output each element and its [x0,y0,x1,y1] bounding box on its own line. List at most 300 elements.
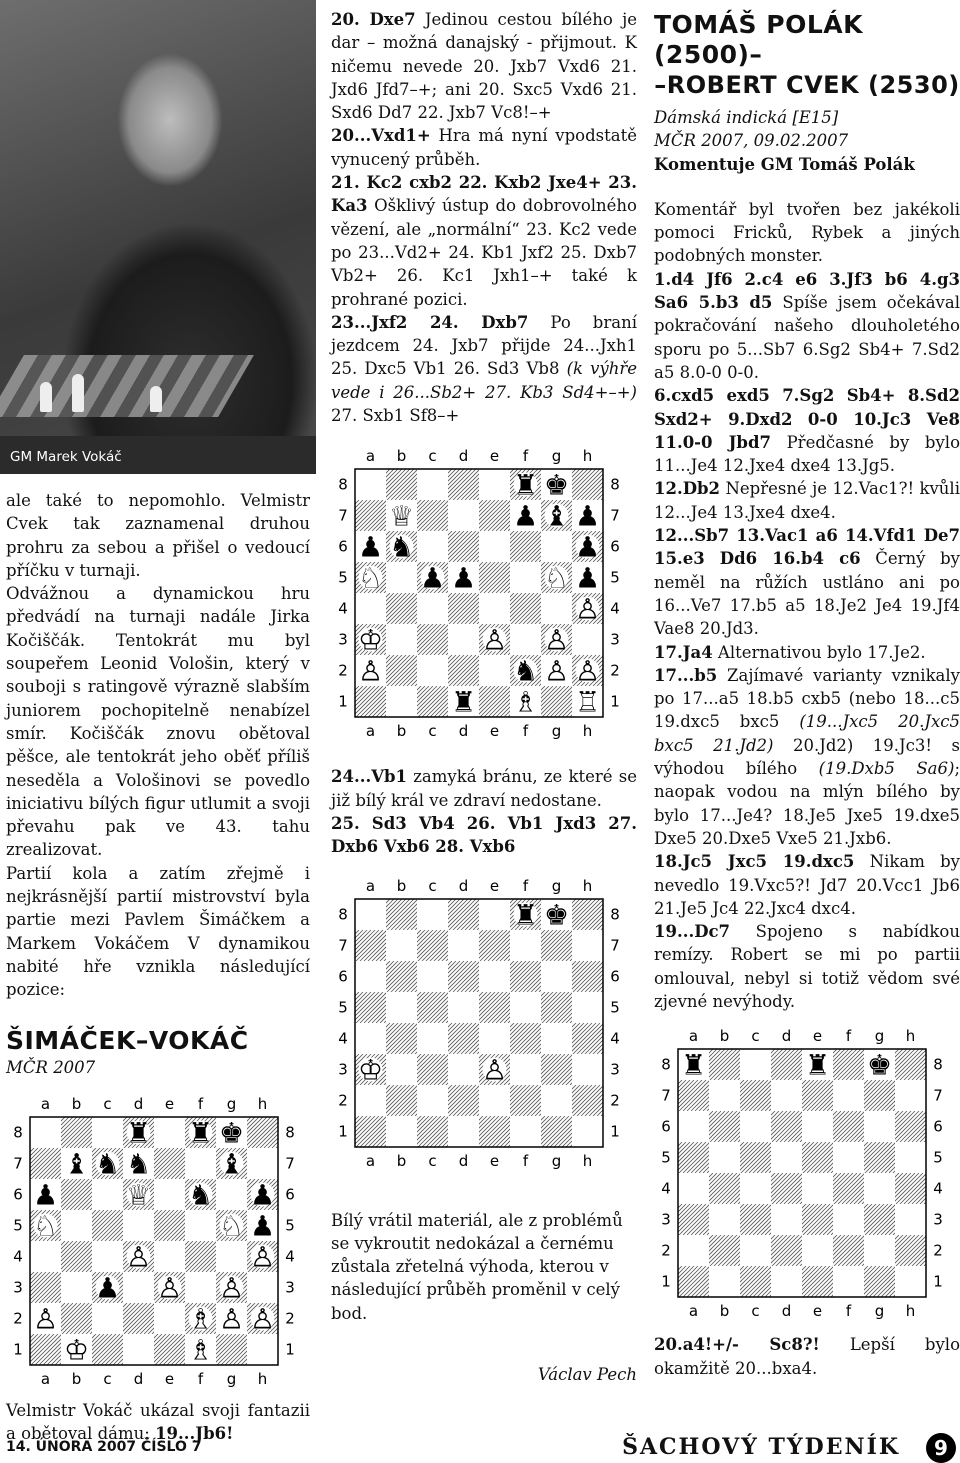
chess-piece: ♚ [866,1048,893,1082]
rank-label: 5 [933,1148,943,1167]
chess-piece: ♙ [481,1053,508,1087]
light-square [709,1204,740,1235]
file-label: c [751,1302,760,1321]
chess-piece: ♔ [357,623,384,657]
chess-piece: ♜ [512,898,539,932]
file-label: h [582,722,593,741]
file-label: e [164,1369,175,1388]
light-square [448,992,479,1023]
chess-piece: ♙ [32,1302,59,1336]
chess-piece: ♝ [218,1147,245,1181]
chess-piece: ♕ [125,1178,152,1212]
paragraph: Bílý vrátil materiál, ale z problémů se vykroutit nedokázal a černému zůstala zřetelná výhoda, kterou v následující průběh proměnil v celý bod. [331,1210,623,1323]
chess-piece: ♜ [125,1116,152,1150]
file-label: a [365,876,376,895]
rank-label: 8 [610,905,620,924]
rank-label: 5 [610,568,620,587]
paragraph: 1.d4 Jf6 2.c4 e6 3.Jf3 b6 4.g3 Sa6 5.b3 d5 Spíše jsem očekával pokračování našeho dlouholetého sporu po 5...Sb7 6.Sg2 Sb4+ 7.Sd2 a5 8.0-0 0-0. [654,269,960,382]
rank-label: 4 [661,1179,671,1198]
paragraph: 24...Vb1 zamyká bránu, ze které se již bílý král ve zdraví nedostane. [331,767,637,810]
light-square [448,500,479,531]
chess-diagram-1 [6,1093,306,1393]
light-square [541,961,572,992]
file-label: g [226,1094,237,1113]
file-label: e [489,876,500,895]
light-square [355,469,386,500]
light-square [386,930,417,961]
chess-piece: ♘ [32,1209,59,1243]
rank-label: 2 [338,661,348,680]
photo-caption: GM Marek Vokáč [0,436,316,474]
chess-piece: ♗ [187,1302,214,1336]
light-square [30,1241,61,1272]
light-square [417,1085,448,1116]
file-label: f [845,1027,852,1046]
rank-label: 5 [661,1148,671,1167]
rank-label: 7 [610,506,620,525]
file-label: c [428,1151,437,1170]
light-square [386,562,417,593]
light-square [355,1085,386,1116]
rank-label: 2 [661,1241,671,1260]
light-square [185,1210,216,1241]
chess-piece: ♟ [574,530,601,564]
rank-label: 2 [610,661,620,680]
light-square [185,1148,216,1179]
page-number: 9 [926,1433,956,1463]
file-label: h [582,876,593,895]
chess-piece: ♙ [543,623,570,657]
game-title: ŠIMÁČEK–VOKÁČ [6,1025,249,1055]
chess-piece: ♟ [249,1209,276,1243]
light-square [386,1116,417,1147]
light-square [541,531,572,562]
file-label: e [489,447,500,466]
column-2 [331,0,637,1386]
paragraph: 20...Vxd1+ Hra má nyní vpodstatě vynucený průběh. [331,126,637,169]
file-label: f [522,1151,529,1170]
file-label: a [365,1151,376,1170]
file-label: g [551,1151,562,1170]
paragraph: 12.Db2 Nepřesné je 12.Vac1?! kvůli 12...Je4 13.Jxe4 dxe4. [654,479,960,522]
chessboard-in-photo [0,355,254,417]
light-square [572,930,603,961]
file-label: d [133,1094,144,1113]
light-square [123,1334,154,1365]
paragraph: Velmistr Vokáč ukázal svoji fantazii a obětoval dámu: 19...Jb6! [6,1400,310,1444]
light-square [185,1272,216,1303]
light-square [709,1080,740,1111]
light-square [386,624,417,655]
rank-label: 4 [610,599,620,618]
rank-label: 3 [610,1060,620,1079]
paragraph: 17.Ja4 Alternativou bylo 17.Je2. [654,642,926,662]
file-label: d [458,722,469,741]
file-label: h [905,1302,916,1321]
light-square [678,1235,709,1266]
light-square [709,1142,740,1173]
light-square [479,531,510,562]
file-label: b [396,722,407,741]
light-square [154,1179,185,1210]
light-square [740,1173,771,1204]
file-label: d [458,876,469,895]
file-label: a [365,447,376,466]
file-label: c [428,722,437,741]
light-square [479,469,510,500]
file-label: g [874,1027,885,1046]
light-square [802,1111,833,1142]
light-square [572,1054,603,1085]
light-square [386,686,417,717]
file-label: d [458,447,469,466]
file-label: a [40,1094,51,1113]
chess-piece: ♞ [187,1178,214,1212]
light-square [864,1235,895,1266]
file-label: d [458,1151,469,1170]
player-photo [0,0,316,474]
light-square [541,1085,572,1116]
paragraph: 21. Kc2 cxb2 22. Kxb2 Jxe4+ 23. Ka3 Ošklivý ústup do dobrovolného vězení, ale „normální“ 23. Kc2 vede po 23...Vd2+ 24. Kb1 Jxf2 25. Dxb7 Vb2+ 26. Kc1 Jxh1–+ také k prohrané pozici. [331,173,637,309]
chess-piece: ♙ [156,1271,183,1305]
rank-label: 1 [610,692,620,711]
light-square [771,1204,802,1235]
file-label: h [257,1369,268,1388]
rank-label: 1 [285,1340,295,1359]
rank-label: 6 [610,967,620,986]
rank-label: 6 [338,967,348,986]
chess-piece: ♙ [249,1240,276,1274]
light-square [154,1241,185,1272]
light-square [771,1080,802,1111]
rank-label: 5 [338,998,348,1017]
chess-piece: ♙ [481,623,508,657]
chess-piece: ♜ [680,1048,707,1082]
file-label: c [428,447,437,466]
chess-piece: ♗ [512,685,539,719]
chess-piece: ♖ [574,685,601,719]
rank-label: 6 [285,1185,295,1204]
file-label: b [71,1094,82,1113]
light-square [448,930,479,961]
rank-label: 1 [933,1272,943,1291]
rank-label: 4 [933,1179,943,1198]
game-title-line-2: –ROBERT CVEK (2530) [654,71,960,99]
file-label: e [812,1027,823,1046]
rank-label: 4 [610,1029,620,1048]
rank-label: 7 [338,936,348,955]
file-label: d [133,1369,144,1388]
chess-diagram-2 [331,445,631,745]
chess-piece: ♘ [357,561,384,595]
chess-piece: ♙ [543,654,570,688]
light-square [895,1204,926,1235]
file-label: h [582,1151,593,1170]
file-label: b [71,1369,82,1388]
light-square [802,1235,833,1266]
light-square [740,1049,771,1080]
file-label: h [257,1094,268,1113]
rank-label: 8 [933,1055,943,1074]
chess-piece: ♟ [94,1271,121,1305]
light-square [61,1210,92,1241]
light-square [479,655,510,686]
file-label: f [522,447,529,466]
paragraph: 18.Jc5 Jxc5 19.dxc5 Nikam by nevedlo 19.Vxc5?! Jd7 20.Vcc1 Jb6 21.Je5 Jc4 22.Jxc4 dxc4. [654,852,960,918]
chess-diagram-3 [331,875,631,1175]
light-square [479,899,510,930]
light-square [771,1142,802,1173]
light-square [123,1272,154,1303]
rank-label: 4 [338,599,348,618]
light-square [833,1204,864,1235]
file-label: f [522,876,529,895]
paragraph: 23...Jxf2 24. Dxb7 Po braní jezdcem 24. Jxb7 přijde 24...Jxh1 25. Dxc5 Vb1 26. Sd3 Vb8 (k výhře vede i 26...Sb2+ 27. Kb3 Sd4+–+) 27. Sxb1 Sf8–+ [331,312,637,426]
rank-label: 2 [285,1309,295,1328]
file-label: d [781,1302,792,1321]
file-label: e [489,1151,500,1170]
rank-label: 8 [661,1055,671,1074]
light-square [216,1241,247,1272]
rank-label: 7 [610,936,620,955]
paragraph: 20.a4!+/- Sc8?! Lepší bylo okamžitě 20...bxa4. [654,1335,960,1378]
rank-label: 3 [933,1210,943,1229]
paragraph: Komentář byl tvořen bez jakékoli pomoci Fricků, Rybek a jiných podobných monster. [654,199,960,266]
file-label: b [396,876,407,895]
file-label: h [905,1027,916,1046]
light-square [678,1111,709,1142]
chess-piece: ♘ [543,561,570,595]
file-label: c [103,1369,112,1388]
chess-piece: ♗ [187,1333,214,1367]
game-title-line-1: TOMÁŠ POLÁK (2500)– [654,10,863,69]
chess-piece: ♞ [512,654,539,688]
light-square [510,624,541,655]
light-square [30,1117,61,1148]
chess-diagram-4 [654,1025,954,1325]
chess-piece: ♙ [357,654,384,688]
file-label: a [688,1302,699,1321]
chess-piece: ♔ [63,1333,90,1367]
light-square [92,1179,123,1210]
rank-label: 6 [338,537,348,556]
rank-label: 7 [338,506,348,525]
rank-label: 5 [13,1216,23,1235]
rank-label: 2 [610,1091,620,1110]
paragraph: Odvážnou a dynamickou hru předvádí na turnaji nadále Jirka Kočiščák. Tentokrát mu byl soupeřem Leonid Vološin, který v souboji s ratingově výrazně slabším juniorem pochopitelně nenabízel smír. Kočiščák znovu obětoval pěšce, ale tentokrát jeho oběť příliš neseděla a Vološinovi se povedlo iniciativu bílých figur utlumit a svoji převahu pak ve 43. tahu zrealizovat. [6,584,310,860]
light-square [510,1054,541,1085]
rank-label: 3 [661,1210,671,1229]
file-label: c [751,1027,760,1046]
rank-label: 4 [13,1247,23,1266]
rank-label: 3 [610,630,620,649]
chess-piece: ♞ [125,1147,152,1181]
light-square [417,531,448,562]
opening: Dámská indická [E15] [654,108,839,127]
chess-piece: ♞ [388,530,415,564]
light-square [740,1235,771,1266]
chess-piece: ♜ [512,468,539,502]
author: Václav Pech [537,1365,637,1385]
chess-piece: ♙ [218,1271,245,1305]
light-square [417,961,448,992]
rank-label: 2 [933,1241,943,1260]
light-square [833,1142,864,1173]
rank-label: 2 [338,1091,348,1110]
chess-piece: ♙ [574,592,601,626]
light-square [479,593,510,624]
file-label: c [428,876,437,895]
rank-label: 6 [661,1117,671,1136]
light-square [355,899,386,930]
footer-date: 14. ÚNORA 2007 ČÍSLO 7 [6,1439,202,1455]
rank-label: 5 [285,1216,295,1235]
page-footer [0,1436,960,1463]
chess-piece: ♝ [63,1147,90,1181]
rank-label: 1 [13,1340,23,1359]
commentator: Komentuje GM Tomáš Polák [654,154,915,174]
light-square [479,961,510,992]
chess-piece: ♟ [357,530,384,564]
chess-piece: ♜ [187,1116,214,1150]
rank-label: 6 [933,1117,943,1136]
paragraph: 17...b5 Zajímavé varianty vznikaly po 17...a5 18.b5 cxb5 (nebo 18...c5 19.dxc5 bxc5 (19...Jxc5 20.Jxc5 bxc5 21.Jd2) 20.Jd2) 19.Jc3! s výhodou bílého (19.Dxb5 Sa6); naopak vodou na mlýn bílého by bylo 17...Je4? 18.Je5 Jxe5 19.dxe5 Dxe5 20.Dxe5 Vxe5 21.Jxb6. [654,665,960,848]
light-square [709,1266,740,1297]
file-label: h [582,447,593,466]
light-square [572,992,603,1023]
light-square [740,1111,771,1142]
light-square [386,1054,417,1085]
light-square [833,1266,864,1297]
chess-piece: ♚ [543,468,570,502]
file-label: a [365,722,376,741]
light-square [802,1173,833,1204]
rank-label: 8 [338,475,348,494]
magazine-name: ŠACHOVÝ TÝDENÍK [622,1434,900,1460]
light-square [216,1179,247,1210]
rank-label: 7 [661,1086,671,1105]
light-square [417,593,448,624]
light-square [61,1272,92,1303]
file-label: a [40,1369,51,1388]
light-square [386,992,417,1023]
light-square [510,930,541,961]
rank-label: 3 [285,1278,295,1297]
rank-label: 4 [338,1029,348,1048]
rank-label: 5 [610,998,620,1017]
rank-label: 1 [338,1122,348,1141]
chess-piece: ♟ [574,499,601,533]
file-label: e [164,1094,175,1113]
rank-label: 8 [610,475,620,494]
light-square [92,1303,123,1334]
rank-label: 3 [338,630,348,649]
chess-piece: ♞ [94,1147,121,1181]
paragraph: 12...Sb7 13.Vac1 a6 14.Vfd1 De7 15.e3 Dd6 16.b4 c6 Černý by neměl na růžích ustláno ani po 16...Ve7 17.b5 a5 18.Je2 Je4 19.Jf4 Vae8 20.Jd3. [654,526,960,639]
rank-label: 2 [13,1309,23,1328]
file-label: d [781,1027,792,1046]
file-label: b [396,447,407,466]
rank-label: 7 [285,1154,295,1173]
file-label: e [489,722,500,741]
rank-label: 6 [13,1185,23,1204]
file-label: a [688,1027,699,1046]
chess-piece: ♟ [249,1178,276,1212]
light-square [92,1117,123,1148]
chess-piece: ♟ [574,561,601,595]
paragraph: ale také to nepomohlo. Velmistr Cvek tak zaznamenal druhou prohru za sebou a přišel o vedoucí příčku v turnaji. [6,491,310,580]
light-square [510,992,541,1023]
light-square [479,1085,510,1116]
rank-label: 7 [13,1154,23,1173]
rank-label: 8 [338,905,348,924]
file-label: g [551,447,562,466]
file-label: f [845,1302,852,1321]
light-square [355,1023,386,1054]
chess-piece: ♙ [125,1240,152,1274]
chess-piece: ♙ [218,1302,245,1336]
light-square [895,1266,926,1297]
light-square [154,1117,185,1148]
chess-piece: ♟ [419,561,446,595]
file-label: c [103,1094,112,1113]
chess-piece: ♜ [804,1048,831,1082]
rank-label: 5 [338,568,348,587]
rank-label: 6 [610,537,620,556]
file-label: e [812,1302,823,1321]
paragraph: 6.cxd5 exd5 7.Sg2 Sb4+ 8.Sd2 Sxd2+ 9.Dxd2 0-0 10.Jc3 Ve8 11.0-0 Jbd7 Předčasné by bylo 11...Je4 12.Jxe4 dxe4 13.Jg5. [654,386,960,476]
rank-label: 4 [285,1247,295,1266]
light-square [678,1173,709,1204]
file-label: f [522,722,529,741]
rank-label: 7 [933,1086,943,1105]
light-square [123,1210,154,1241]
light-square [864,1111,895,1142]
game-event: MČR 2007 [6,1057,96,1077]
file-label: b [719,1302,730,1321]
light-square [417,899,448,930]
light-square [92,1241,123,1272]
light-square [510,1116,541,1147]
chess-piece: ♔ [357,1053,384,1087]
light-square [247,1334,278,1365]
event: MČR 2007, 09.02.2007 [654,131,849,151]
rank-label: 1 [661,1272,671,1291]
light-square [895,1142,926,1173]
file-label: g [874,1302,885,1321]
light-square [448,1054,479,1085]
light-square [895,1080,926,1111]
light-square [448,624,479,655]
light-square [541,593,572,624]
chess-piece: ♚ [543,898,570,932]
light-square [417,655,448,686]
file-label: g [551,876,562,895]
rank-label: 3 [13,1278,23,1297]
paragraph: 20. Dxe7 Jedinou cestou bílého je dar – možná danajský - přijmout. K ničemu nevede 20. Jxb7 Vxd6 21. Jxd6 Jfd7–+; ani 20. Sxc5 Vxd6 21. Sxd6 Dd7 22. Jxb7 Vc8!–+ [331,10,638,123]
light-square [417,469,448,500]
chess-piece: ♝ [543,499,570,533]
light-square [833,1080,864,1111]
light-square [572,1116,603,1147]
file-label: g [551,722,562,741]
file-label: f [197,1094,204,1113]
column-1 [0,0,316,1445]
paragraph: 19...Dc7 Spojeno s nabídkou remízy. Robert se mi po partii omlouval, nebyl si totiž vědom své zjevné nevýhody. [654,922,960,1011]
light-square [247,1272,278,1303]
rank-label: 3 [338,1060,348,1079]
light-square [355,961,386,992]
